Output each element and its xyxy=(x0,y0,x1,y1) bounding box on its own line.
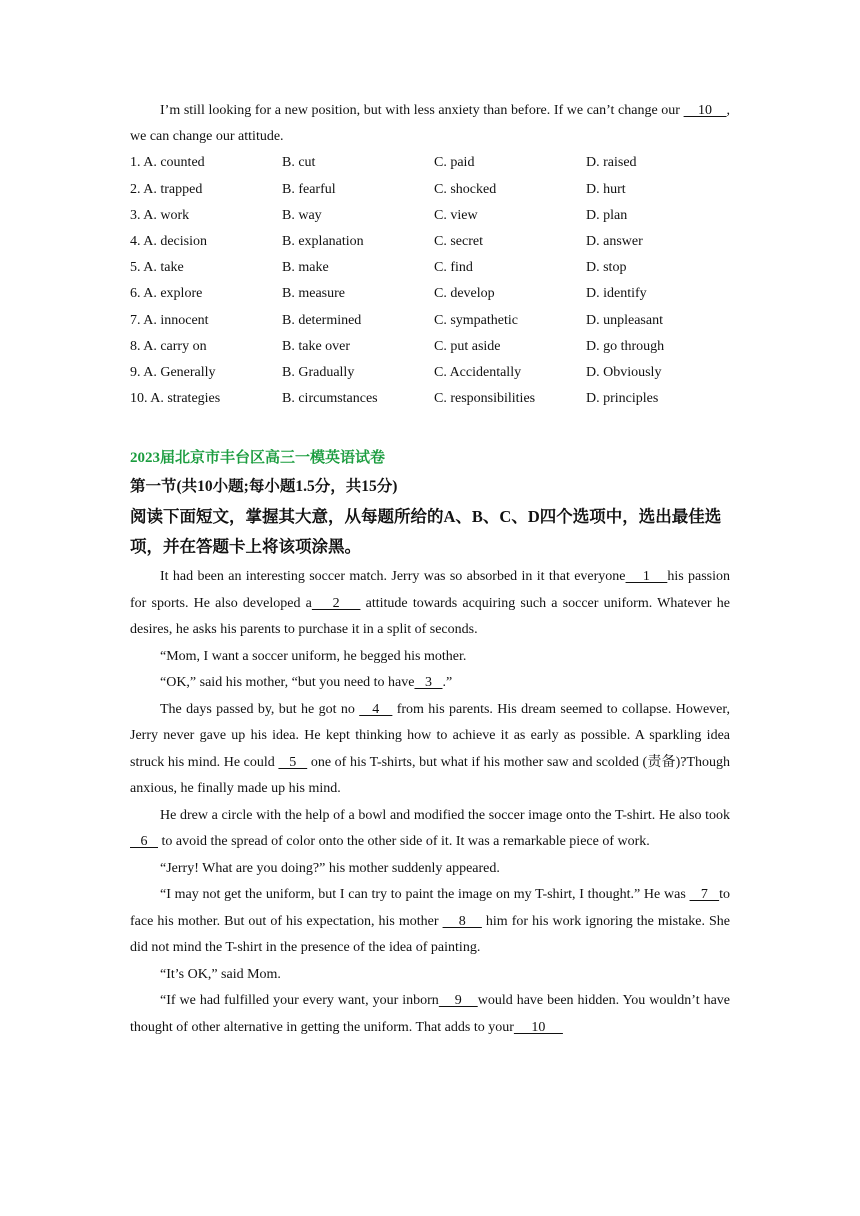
passage-paragraph-4 xyxy=(130,697,730,803)
option-a: 10. A. strategies xyxy=(130,391,221,407)
option-d: D. unpleasant xyxy=(586,312,663,328)
blank-5: 5 xyxy=(278,754,308,770)
option-a: 7. A. innocent xyxy=(130,312,209,328)
passage-paragraph-5 xyxy=(130,803,730,856)
intro-paragraph xyxy=(130,98,730,150)
intro-text-end: , we can change our attitude. xyxy=(130,103,731,145)
option-b: B. fearful xyxy=(282,181,336,197)
passage-paragraph-1 xyxy=(130,564,730,644)
passage-text: .” xyxy=(442,675,453,691)
passage-text: one of his T-shirts, but what if his mother saw and scolded (责备)?Though anxious, he finally made up his mind. xyxy=(130,754,731,797)
option-c: C. Accidentally xyxy=(434,364,522,380)
passage-text: to face his mother. But out of his expectation, his mother xyxy=(130,887,730,929)
option-row xyxy=(130,229,730,255)
option-a: 6. A. explore xyxy=(130,286,203,302)
option-d: D. answer xyxy=(586,233,643,249)
passage-text: It had been an interesting soccer match. Jerry was so absorbed in it that everyone xyxy=(160,569,626,585)
option-row xyxy=(130,177,730,203)
option-row xyxy=(130,255,730,281)
passage-text: He drew a circle with the help of a bowl and modified the soccer image onto the T-shirt. He also took xyxy=(160,807,730,823)
instructions: 阅读下面短文，掌握其大意，从每题所给的A、B、C、D四个选项中，选出最佳选项，并在答题卡上将该项涂黑。 xyxy=(130,507,722,557)
passage-text: The days passed by, but he got no xyxy=(160,701,360,717)
option-row xyxy=(130,150,730,176)
option-c: C. develop xyxy=(434,286,495,302)
blank-10-passage: 10 xyxy=(513,1019,563,1035)
passage-text: would have been hidden. You wouldn’t have thought of other alternative in getting the uniform. That adds to your xyxy=(130,993,731,1035)
passage-paragraph-8: “It’s OK,” said Mom. xyxy=(160,966,281,982)
option-a: 9. A. Generally xyxy=(130,364,216,380)
option-b: B. determined xyxy=(282,312,362,328)
passage-text: “If we had fulfilled your every want, your inborn xyxy=(160,993,439,1009)
option-d: D. go through xyxy=(586,338,665,354)
intro-text: I’m still looking for a new position, but with less anxiety than before. If we can’t change our xyxy=(160,103,680,118)
blank-6: 6 xyxy=(130,834,158,850)
option-row xyxy=(130,203,730,229)
exam-title: 2023届北京市丰台区高三一模英语试卷 xyxy=(130,450,386,467)
option-d: D. hurt xyxy=(586,181,626,197)
option-c: C. put aside xyxy=(434,338,501,354)
option-c: C. sympathetic xyxy=(434,312,518,328)
blank-10: 10 xyxy=(683,103,727,118)
option-a: 5. A. take xyxy=(130,260,184,276)
option-b: B. take over xyxy=(282,338,351,354)
passage-text: from his parents. His dream seemed to collapse. However, Jerry never gave up his idea. He kept thinking how to achieve it as early as possible. A sparkling idea struck his mind. He could xyxy=(130,701,730,770)
option-row xyxy=(130,360,730,386)
passage-paragraph-7 xyxy=(130,882,730,962)
option-d: D. principles xyxy=(586,391,659,407)
passage-text: him for his work ignoring the mistake. She did not mind the T-shirt in the presence of the idea of painting. xyxy=(130,913,730,956)
passage-paragraph-6: “Jerry! What are you doing?” his mother suddenly appeared. xyxy=(160,860,500,876)
document-page xyxy=(130,98,730,1041)
passage-text: to avoid the spread of color onto the other side of it. It was a remarkable piece of work. xyxy=(158,834,650,850)
passage-paragraph-9 xyxy=(130,988,730,1041)
option-d: D. stop xyxy=(586,260,627,276)
option-a: 4. A. decision xyxy=(130,233,207,249)
option-b: B. explanation xyxy=(282,233,364,249)
option-row xyxy=(130,334,730,360)
option-d: D. Obviously xyxy=(586,364,662,380)
passage-paragraph-2: “Mom, I want a soccer uniform, he begged his mother. xyxy=(160,648,467,664)
blank-4: 4 xyxy=(359,701,393,717)
option-a: 8. A. carry on xyxy=(130,338,207,354)
option-b: B. Gradually xyxy=(282,364,355,380)
option-c: C. paid xyxy=(434,155,475,171)
option-a: 3. A. work xyxy=(130,207,190,223)
passage-text: attitude towards acquiring such a soccer uniform. Whatever he desires, he asks his parents to purchase it in a split of seconds. xyxy=(130,595,730,638)
option-c: C. responsibilities xyxy=(434,391,536,407)
option-c: C. find xyxy=(434,260,473,276)
passage-text: his passion for sports. He also developed a xyxy=(130,569,730,611)
blank-8: 8 xyxy=(442,913,482,929)
blank-9: 9 xyxy=(438,993,478,1009)
blank-7: 7 xyxy=(689,887,720,903)
option-row xyxy=(130,281,730,307)
blank-3: 3 xyxy=(414,675,443,691)
option-d: D. plan xyxy=(586,207,628,223)
option-d: D. identify xyxy=(586,286,647,302)
option-b: B. way xyxy=(282,207,322,223)
part-heading: 第一节(共10小题;每小题1.5分，共15分) xyxy=(130,478,398,496)
option-a: 1. A. counted xyxy=(130,155,205,171)
option-b: B. make xyxy=(282,260,329,276)
passage-paragraph-3 xyxy=(130,670,730,697)
options-table xyxy=(130,150,730,412)
blank-2: 2 xyxy=(311,595,361,611)
option-b: B. circumstances xyxy=(282,391,378,407)
option-b: B. cut xyxy=(282,155,316,171)
option-a: 2. A. trapped xyxy=(130,181,203,197)
option-b: B. measure xyxy=(282,286,345,302)
passage-text: “I may not get the uniform, but I can try to paint the image on my T-shirt, I thought.” He was xyxy=(160,887,690,903)
blank-1: 1 xyxy=(625,569,668,585)
passage-text: “OK,” said his mother, “but you need to have xyxy=(160,675,415,691)
option-c: C. view xyxy=(434,207,478,223)
option-row xyxy=(130,308,730,334)
option-c: C. secret xyxy=(434,233,483,249)
option-c: C. shocked xyxy=(434,181,497,197)
option-row xyxy=(130,386,730,412)
option-d: D. raised xyxy=(586,155,637,171)
